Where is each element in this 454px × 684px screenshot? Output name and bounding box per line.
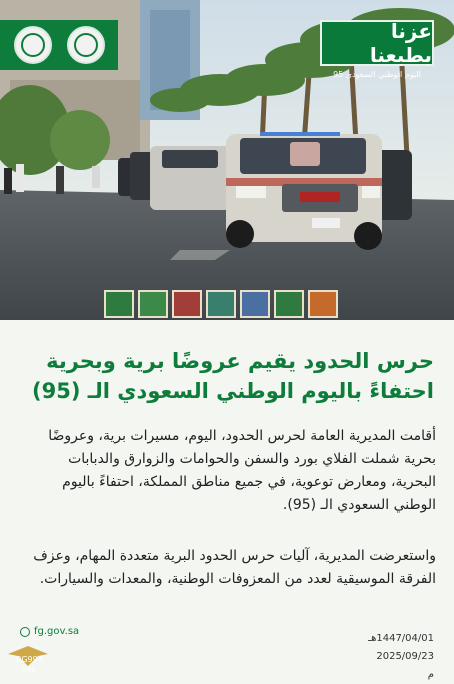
hijri-date: 1447/04/01هـ [368,633,434,644]
national-day-subtitle: اليوم الوطني السعودي 95 [333,70,421,79]
watermark-logo [4,640,52,676]
article-headline: حرس الحدود يقيم عروضًا برية وبحرية احتفاءً باليوم الوطني السعودي الـ (95) [31,349,434,403]
publish-dates [370,630,434,684]
parade-photo [0,0,454,320]
website-link[interactable] [20,626,79,637]
pattern-tile-icon [138,290,168,318]
ministry-of-interior-emblem-icon [67,26,105,64]
eagle-watermark-icon [4,640,52,676]
globe-icon [20,627,30,637]
pattern-tile-icon [240,290,270,318]
pattern-tile-icon [104,290,134,318]
watermark-text-2: 994 [22,666,36,674]
pattern-tile-icon [206,290,236,318]
national-day-slogan-badge: عزنا بطبعنا [320,20,434,66]
pattern-tile-icon [172,290,202,318]
watermark-text-1: BG994 [16,655,43,664]
pattern-tile-icon [308,290,338,318]
gregorian-date: 2025/09/23 م [376,651,434,680]
government-logos [0,20,118,70]
article-paragraph-2: واستعرضت المديرية، آليات حرس الحدود البرية متعددة المهام، وعزف الفرقة الموسيقية لعدد من المعزوفات الوطنية، والمعدات والسيارات. [33,548,436,587]
pattern-tile-icon [274,290,304,318]
article-paragraph-1: أقامت المديرية العامة لحرس الحدود، اليوم، مسيرات برية، وعروضًا بحرية شملت الفلاي بورد والسفن والحوامات والزوارق والدبابات البحرية، ومعارض توعوية، في جميع مناطق المملكة، احتفاءً باليوم الوطني السعودي الـ (95). [48,428,436,513]
decorative-pattern-tiles [104,290,338,318]
website-url: fg.gov.sa [34,626,80,637]
border-guard-emblem-icon [14,26,52,64]
